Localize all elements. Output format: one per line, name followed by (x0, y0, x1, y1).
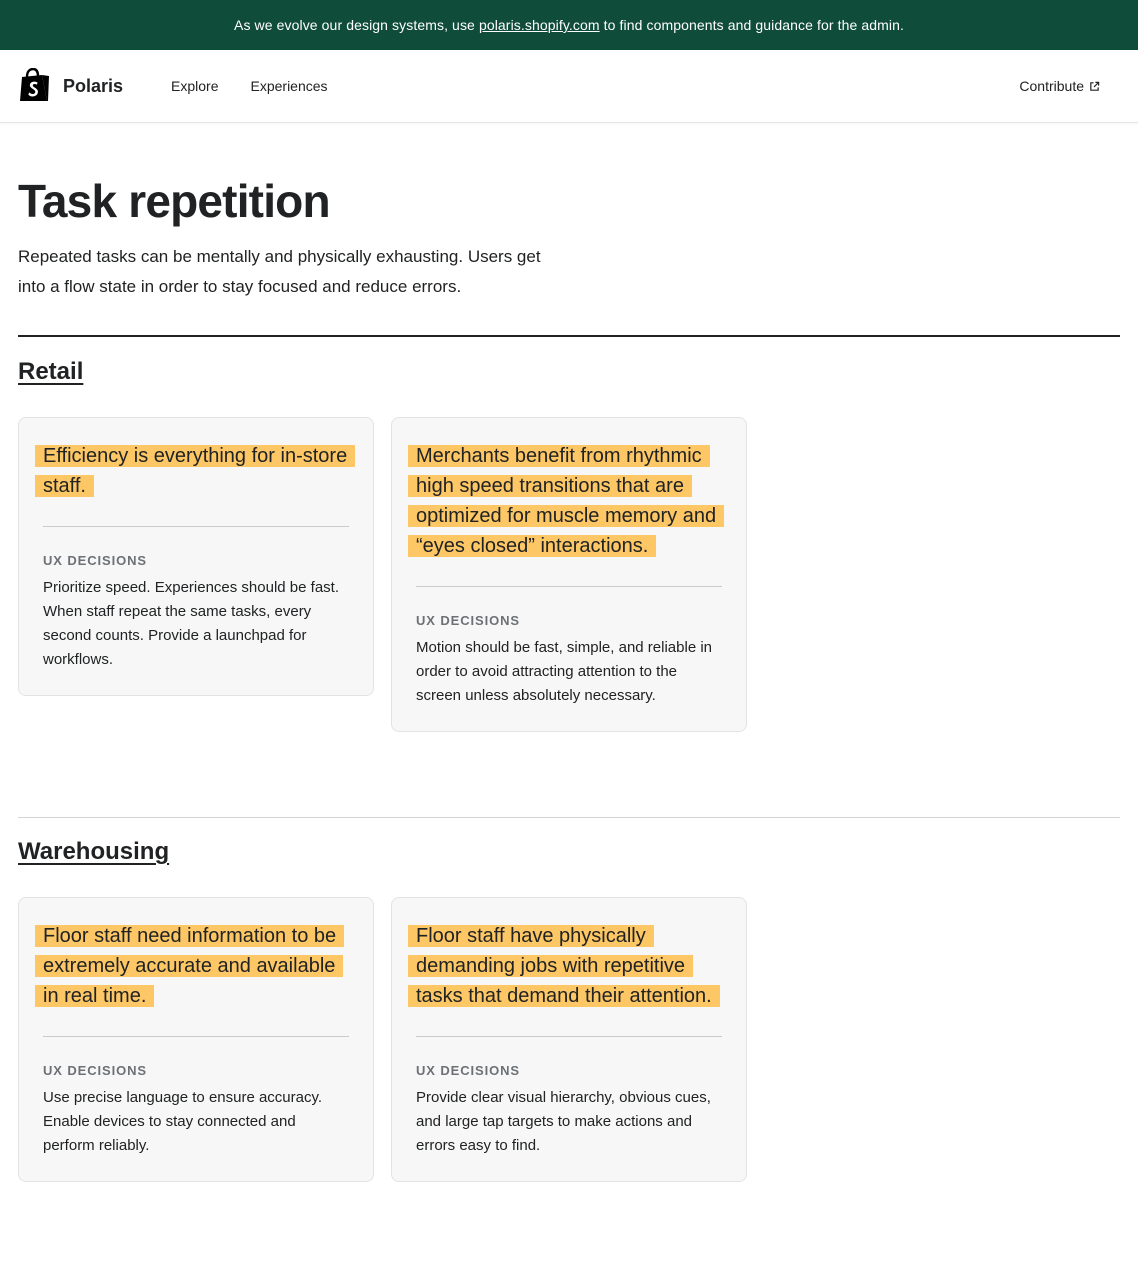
banner-text-before: As we evolve our design systems, use (234, 17, 475, 33)
external-link-icon (1089, 81, 1100, 92)
section-title-retail[interactable]: Retail (18, 358, 84, 385)
banner-link[interactable]: polaris.shopify.com (478, 17, 600, 33)
announcement-banner (0, 0, 1138, 50)
nav-link-experiences[interactable]: Experiences (250, 78, 328, 94)
shopify-bag-icon (18, 68, 51, 104)
brand-name: Polaris (63, 75, 124, 96)
ux-decisions-label: UX DECISIONS (43, 553, 147, 568)
card-divider (43, 1036, 349, 1037)
main-nav-links (171, 78, 328, 94)
page-description: Repeated tasks can be mentally and physically exhausting. Users get into a flow state in order to stay focused and reduce errors. (18, 247, 541, 296)
insight-highlight: Efficiency is everything for in-store staff. (35, 441, 349, 501)
insight-highlight: Floor staff have physically demanding jobs with repetitive tasks that demand their attention. (408, 921, 722, 1011)
banner-text-after: to find components and guidance for the admin. (603, 17, 904, 33)
ux-decisions-label: UX DECISIONS (416, 613, 520, 628)
section-title-warehousing[interactable]: Warehousing (18, 838, 170, 865)
section-divider (18, 335, 1120, 337)
ux-decisions-text: Motion should be fast, simple, and reliable in order to avoid attracting attention to the screen unless absolutely necessary. (416, 639, 713, 704)
insight-card (18, 897, 374, 1182)
ux-decisions-label: UX DECISIONS (43, 1063, 147, 1078)
ux-decisions-text: Use precise language to ensure accuracy. Enable devices to stay connected and perform reliably. (43, 1089, 323, 1154)
ux-decisions-text: Prioritize speed. Experiences should be fast. When staff repeat the same tasks, every second counts. Provide a launchpad for workflows. (43, 579, 339, 668)
card-divider (416, 1036, 722, 1037)
contribute-link[interactable] (1019, 50, 1100, 122)
contribute-label: Contribute (1019, 78, 1084, 94)
card-divider (416, 586, 722, 587)
home-link[interactable] (18, 68, 123, 104)
ux-decisions-label: UX DECISIONS (416, 1063, 520, 1078)
insight-card (18, 417, 374, 696)
page-title: Task repetition (18, 175, 330, 227)
nav-link-explore[interactable]: Explore (171, 78, 219, 94)
main-content (0, 175, 1138, 1182)
retail-cards (18, 417, 1120, 732)
top-navigation (0, 50, 1138, 123)
insight-highlight: Floor staff need information to be extremely accurate and available in real time. (35, 921, 349, 1011)
insight-highlight: Merchants benefit from rhythmic high speed transitions that are optimized for muscle memory and “eyes closed” interactions. (408, 441, 722, 561)
ux-decisions-text: Provide clear visual hierarchy, obvious cues, and large tap targets to make actions and errors easy to find. (416, 1089, 711, 1154)
card-divider (43, 526, 349, 527)
warehousing-cards (18, 897, 1120, 1182)
insight-card (391, 417, 747, 732)
section-divider (18, 817, 1120, 818)
insight-card (391, 897, 747, 1182)
